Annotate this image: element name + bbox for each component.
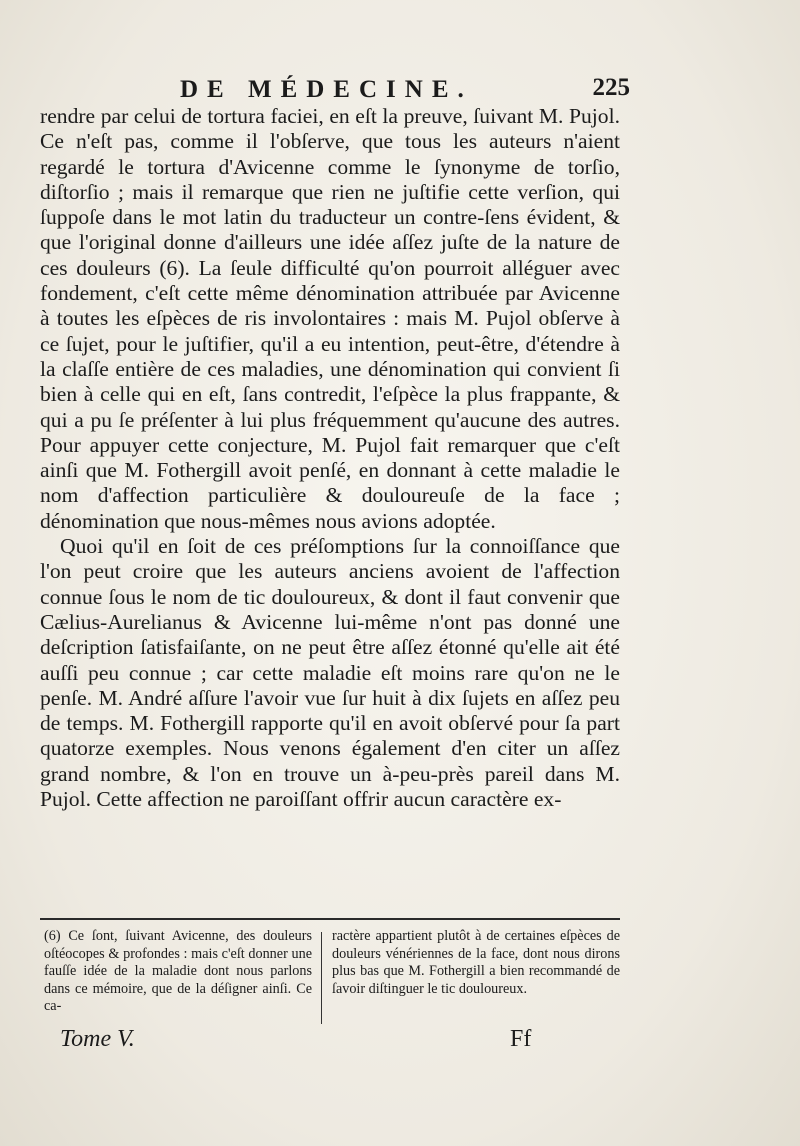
paragraph: Quoi qu'il en ſoit de ces préſomptions ſur la connoiſſance que l'on peut croire que les auteurs anciens avoient de l'affection connue ſous le nom de tic douloureux, & dont il faut convenir que Cælius-Aurelianus & Avicenne lui-même n'ont pas donné une deſcription ſatisfaiſante, on ne peut être aſſez étonné qu'elle ait été auſſi peu connue ; car cette maladie eſt moins rare qu'on ne le penſe. M. André aſſure l'avoir vue ſur huit à dix ſujets en aſſez peu de temps. M. Fothergill rapporte qu'il en avoit obſervé pour ſa part quatorze exemples. Nous venons également d'en citer un aſſez grand nombre, & l'on en trouve un à-peu-près pareil dans M. Pujol. Cette affection ne paroiſſant offrir aucun caractère ex- (40, 534, 620, 812)
footnote-divider (321, 932, 322, 1024)
body-text (40, 104, 620, 812)
footnote-left-column: (6) Ce ſont, ſuivant Avicenne, des douleurs oſtéocopes & profondes : mais c'eſt donner une fauſſe idée de la maladie dont nous parlons dans ce mémoire, que de la déſigner ainſi. Ce ca- (44, 928, 312, 1015)
volume-signature: Tome V. (60, 1026, 135, 1052)
footnote-rule (40, 918, 620, 920)
page-number: 225 (592, 74, 630, 101)
footnotes (44, 928, 620, 1028)
running-title: DE MÉDECINE. (180, 76, 473, 103)
gathering-mark: Ff (510, 1026, 532, 1052)
footnote-right-column: ractère appartient plutôt à de certaines eſpèces de douleurs vénériennes de la face, dont nous dirons plus bas que M. Fothergill a bien recommandé de ſavoir diſtinguer le tic douloureux. (332, 928, 620, 997)
paragraph: rendre par celui de tortura faciei, en eſt la preuve, ſuivant M. Pujol. Ce n'eſt pas, comme il l'obſerve, que tous les auteurs n'aient regardé le tortura d'Avicenne comme le ſynonyme de torſio, diſtorſio ; mais il remarque que rien ne juſtifie cette verſion, qui ſuppoſe dans le mot latin du traducteur un contre-ſens évident, & que l'original donne d'ailleurs une idée aſſez juſte de la nature de ces douleurs (6). La ſeule difficulté qu'on pourroit alléguer avec fondement, c'eſt cette même dénomination attribuée par Avicenne à toutes les eſpèces de ris involontaires : mais M. Pujol obſerve à ce ſujet, pour le juſtifier, qu'il a eu intention, peut-être, d'étendre à la claſſe entière de ces maladies, une dénomination qui convient ſi bien à celle qui en eſt, ſans contredit, l'eſpèce la plus frappante, & qui a pu ſe préſenter à lui plus fréquemment qu'aucune des autres. Pour appuyer cette conjecture, M. Pujol fait remarquer que c'eſt ainſi que M. Fothergill avoit penſé, en donnant à cette maladie le nom d'affection particulière & douloureuſe de la face ; dénomination que nous-mêmes nous avions adoptée. (40, 104, 620, 533)
